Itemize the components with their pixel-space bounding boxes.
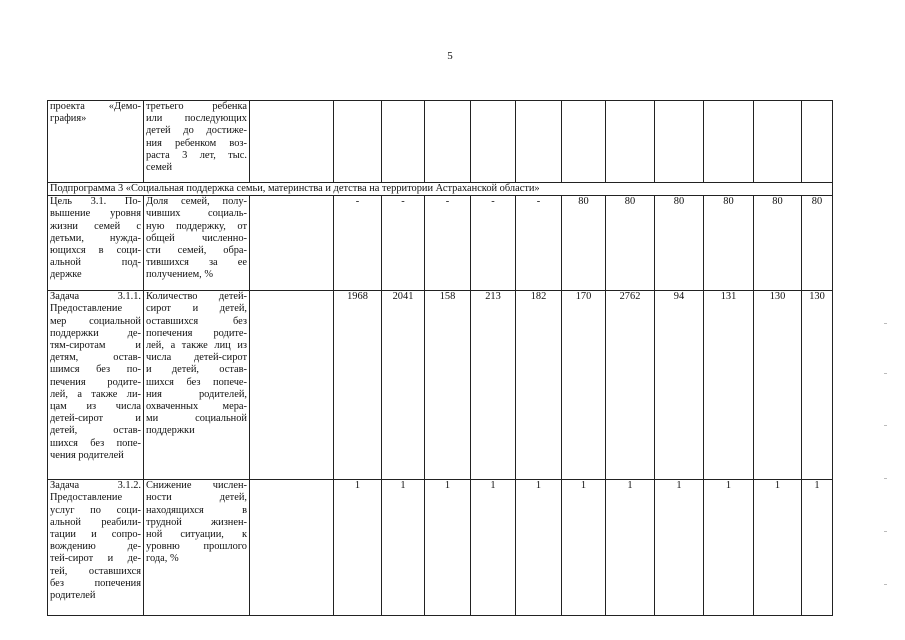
- cell-line: лей, а также ли-: [50, 388, 141, 400]
- value-cell: -: [516, 196, 562, 291]
- value-cell: 1: [562, 480, 606, 616]
- cell-line: вождению де-: [50, 541, 141, 553]
- cell-line: без попечения: [50, 577, 141, 589]
- cell-line: получением, %: [146, 269, 213, 281]
- scan-artifact: [884, 478, 887, 479]
- cell-line: общей численно-: [146, 232, 247, 244]
- scan-artifact: [884, 425, 887, 426]
- cell-line: жизни семей с: [50, 220, 141, 232]
- cell-line: услуг по соци-: [50, 504, 141, 516]
- value-cell: 80: [704, 196, 754, 291]
- value-cell: [655, 101, 704, 183]
- value-cell: [471, 101, 516, 183]
- cell-line: вышение уровня: [50, 208, 141, 220]
- cell-line: шихся без попе-: [50, 437, 141, 449]
- cell-line: мер социальной: [50, 315, 141, 327]
- cell-line: охваченных мера-: [146, 401, 247, 413]
- scan-artifact: [884, 584, 887, 585]
- value-cell: 130: [754, 291, 802, 480]
- goal-cell: [48, 101, 144, 183]
- cell-line: ния ребенком воз-: [146, 137, 247, 149]
- cell-line: и детей, остав-: [146, 364, 247, 376]
- value-cell: -: [334, 196, 382, 291]
- subprogram-row: [48, 183, 833, 196]
- indicators-table: [47, 100, 833, 616]
- cell-line: раста 3 лет, тыс.: [146, 149, 247, 161]
- value-cell: 1: [655, 480, 704, 616]
- cell-line: детьми, нужда-: [50, 232, 141, 244]
- value-cell: 1: [382, 480, 425, 616]
- value-cell: 1: [802, 480, 833, 616]
- cell-line: попечения родите-: [146, 327, 247, 339]
- value-cell: [562, 101, 606, 183]
- table-row: [48, 291, 833, 480]
- cell-line: Задача 3.1.2.: [50, 480, 141, 492]
- empty-cell: [250, 196, 334, 291]
- indicator-cell: [144, 480, 250, 616]
- cell-line: трудной жизнен-: [146, 516, 247, 528]
- cell-line: печения родите-: [50, 376, 141, 388]
- cell-line: уровню прошлого: [146, 541, 247, 553]
- value-cell: 80: [655, 196, 704, 291]
- value-cell: 182: [516, 291, 562, 480]
- cell-line: поддержки: [146, 425, 195, 437]
- cell-line: тям-сиротам и: [50, 340, 141, 352]
- value-cell: 94: [655, 291, 704, 480]
- value-cell: 158: [425, 291, 471, 480]
- cell-line: графия»: [50, 113, 87, 125]
- value-cell: 1: [425, 480, 471, 616]
- cell-line: года, %: [146, 553, 179, 565]
- cell-line: шимся без по-: [50, 364, 141, 376]
- cell-line: родителей: [50, 590, 96, 602]
- value-cell: 2762: [606, 291, 655, 480]
- scan-artifact: [884, 373, 887, 374]
- cell-line: третьего ребенка: [146, 101, 247, 112]
- cell-line: Задача 3.1.1.: [50, 291, 141, 303]
- value-cell: -: [382, 196, 425, 291]
- cell-line: ющихся в соци-: [50, 245, 141, 257]
- value-cell: -: [471, 196, 516, 291]
- value-cell: 130: [802, 291, 833, 480]
- cell-line: тей-сирот и де-: [50, 553, 141, 565]
- value-cell: 1: [471, 480, 516, 616]
- value-cell: [802, 101, 833, 183]
- cell-line: чения родителей: [50, 449, 124, 461]
- value-cell: [425, 101, 471, 183]
- cell-line: Предоставление: [50, 492, 123, 504]
- value-cell: 1: [754, 480, 802, 616]
- cell-line: семей: [146, 162, 173, 174]
- empty-cell: [250, 480, 334, 616]
- cell-line: или последующих: [146, 113, 247, 125]
- table-row: [48, 101, 833, 183]
- scan-artifact: [884, 323, 887, 324]
- value-cell: 80: [754, 196, 802, 291]
- indicator-cell: [144, 101, 250, 183]
- scan-artifact: [884, 531, 887, 532]
- cell-line: детям, остав-: [50, 352, 141, 364]
- empty-cell: [250, 291, 334, 480]
- indicator-cell: [144, 196, 250, 291]
- cell-line: тей, оставшихся: [50, 565, 141, 577]
- subprogram-title: Подпрограмма 3 «Социальная поддержка семьи, материнства и детства на территории Астраханской области»: [48, 183, 833, 196]
- value-cell: 131: [704, 291, 754, 480]
- cell-line: находящихся в: [146, 504, 247, 516]
- cell-line: сти семей, обра-: [146, 245, 247, 257]
- value-cell: 170: [562, 291, 606, 480]
- value-cell: [754, 101, 802, 183]
- cell-line: ной ситуации, к: [146, 529, 247, 541]
- indicator-cell: [144, 291, 250, 480]
- cell-line: детей-сирот и: [50, 413, 141, 425]
- table-row: [48, 196, 833, 291]
- cell-line: лей, а также лиц из: [146, 340, 247, 352]
- cell-line: оставшихся без: [146, 315, 247, 327]
- value-cell: 80: [562, 196, 606, 291]
- cell-line: Количество детей-: [146, 291, 247, 303]
- empty-cell: [250, 101, 334, 183]
- cell-line: Снижение числен-: [146, 480, 247, 492]
- cell-line: сирот и детей,: [146, 303, 247, 315]
- cell-line: ную поддержку, от: [146, 220, 247, 232]
- cell-line: поддержки де-: [50, 327, 141, 339]
- cell-line: ми социальной: [146, 413, 247, 425]
- page-number: 5: [447, 50, 453, 62]
- cell-line: альной реабили-: [50, 516, 141, 528]
- value-cell: [516, 101, 562, 183]
- value-cell: -: [425, 196, 471, 291]
- value-cell: 1: [516, 480, 562, 616]
- cell-line: Доля семей, полу-: [146, 196, 247, 208]
- cell-line: тации и сопро-: [50, 529, 141, 541]
- cell-line: детей до достиже-: [146, 125, 247, 137]
- cell-line: ния родителей,: [146, 388, 247, 400]
- goal-cell: [48, 196, 144, 291]
- cell-line: ности детей,: [146, 492, 247, 504]
- cell-line: Цель 3.1. По-: [50, 196, 141, 208]
- value-cell: 1968: [334, 291, 382, 480]
- cell-line: тившихся за ее: [146, 257, 247, 269]
- cell-line: цам из числа: [50, 401, 141, 413]
- value-cell: 213: [471, 291, 516, 480]
- value-cell: 80: [802, 196, 833, 291]
- value-cell: 1: [334, 480, 382, 616]
- cell-line: проекта «Демо-: [50, 101, 141, 112]
- cell-line: числа детей-сирот: [146, 352, 247, 364]
- value-cell: [334, 101, 382, 183]
- cell-line: альной под-: [50, 257, 141, 269]
- value-cell: [704, 101, 754, 183]
- goal-cell: [48, 291, 144, 480]
- value-cell: [606, 101, 655, 183]
- cell-line: Предоставление: [50, 303, 123, 315]
- cell-line: держке: [50, 269, 82, 281]
- value-cell: [382, 101, 425, 183]
- value-cell: 1: [606, 480, 655, 616]
- value-cell: 2041: [382, 291, 425, 480]
- cell-line: шихся без попече-: [146, 376, 247, 388]
- table-row: [48, 480, 833, 616]
- value-cell: 80: [606, 196, 655, 291]
- goal-cell: [48, 480, 144, 616]
- cell-line: чивших социаль-: [146, 208, 247, 220]
- cell-line: детей, остав-: [50, 425, 141, 437]
- value-cell: 1: [704, 480, 754, 616]
